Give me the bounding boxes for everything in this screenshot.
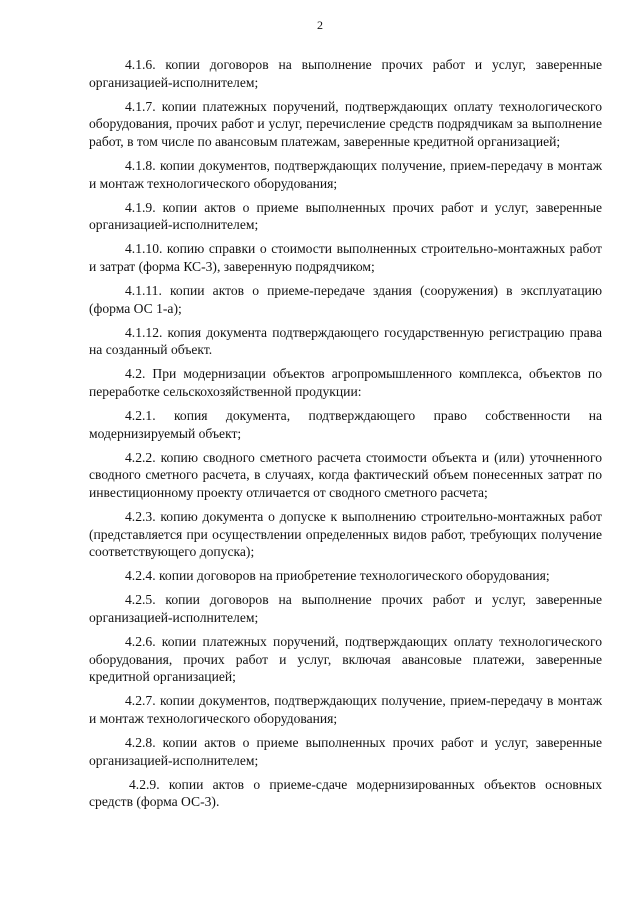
paragraph-4-2-1: 4.2.1. копия документа, подтверждающего право собственности на модернизируемый объект;: [89, 408, 602, 441]
paragraph-4-1-7: 4.1.7. копии платежных поручений, подтверждающих оплату технологического оборудования, прочих работ и услуг, перечисление средств подрядчикам за выполнение работ, в том числе по авансовым платежам, заверенные кредитной организацией;: [89, 98, 602, 149]
paragraph-4-2-4: 4.2.4. копии договоров на приобретение технологического оборудования;: [125, 568, 550, 584]
paragraph-4-1-8: 4.1.8. копии документов, подтверждающих получение, прием-передачу в монтаж и монтаж технологического оборудования;: [89, 157, 602, 191]
paragraph-4-2-8: 4.2.8. копии актов о приеме выполненных прочих работ и услуг, заверенные организацией-исполнителем;: [89, 735, 602, 768]
paragraph-4-2-5: 4.2.5. копии договоров на выполнение прочих работ и услуг, заверенные организацией-исполнителем;: [89, 592, 602, 626]
paragraph-4-1-11: 4.1.11. копии актов о приеме-передаче здания (сооружения) в эксплуатацию (форма ОС 1-а);: [89, 283, 602, 316]
paragraph-4-1-6: 4.1.6. копии договоров на выполнение прочих работ и услуг, заверенные организацией-исполнителем;: [89, 57, 602, 90]
paragraph-4-2-6: 4.2.6. копии платежных поручений, подтверждающих оплату технологического оборудования, прочих работ и услуг, включая авансовые платежи, заверенные кредитной организацией;: [89, 634, 602, 685]
document-body: [89, 56, 602, 817]
paragraph-4-1-10: 4.1.10. копию справки о стоимости выполненных строительно-монтажных работ и затрат (форма КС-3), заверенную подрядчиком;: [89, 241, 602, 274]
paragraph-4-2-3: 4.2.3. копию документа о допуске к выполнению строительно-монтажных работ (представляется при осуществлении определенных видов работ, требующих получение соответствующего допуска);: [89, 509, 602, 560]
paragraph-4-2-7: 4.2.7. копии документов, подтверждающих получение, прием-передачу в монтаж и монтаж технологического оборудования;: [89, 693, 602, 726]
paragraph-4-2-9: 4.2.9. копии актов о приеме-сдаче модернизированных объектов основных средств (форма ОС-3).: [89, 776, 602, 810]
paragraph-4-2: 4.2. При модернизации объектов агропромышленного комплекса, объектов по переработке сельскохозяйственной продукции:: [89, 366, 602, 399]
paragraph-4-1-9: 4.1.9. копии актов о приеме выполненных прочих работ и услуг, заверенные организацией-исполнителем;: [89, 199, 602, 233]
paragraph-4-1-12: 4.1.12. копия документа подтверждающего государственную регистрацию права на созданный объект.: [89, 324, 602, 358]
page-number: 2: [317, 18, 323, 32]
paragraph-4-2-2: 4.2.2. копию сводного сметного расчета стоимости объекта и (или) уточненного сводного сметного расчета, в случаях, когда фактический объем понесенных затрат по инвестиционному проекту отличается от сводного сметного расчета;: [89, 449, 602, 500]
